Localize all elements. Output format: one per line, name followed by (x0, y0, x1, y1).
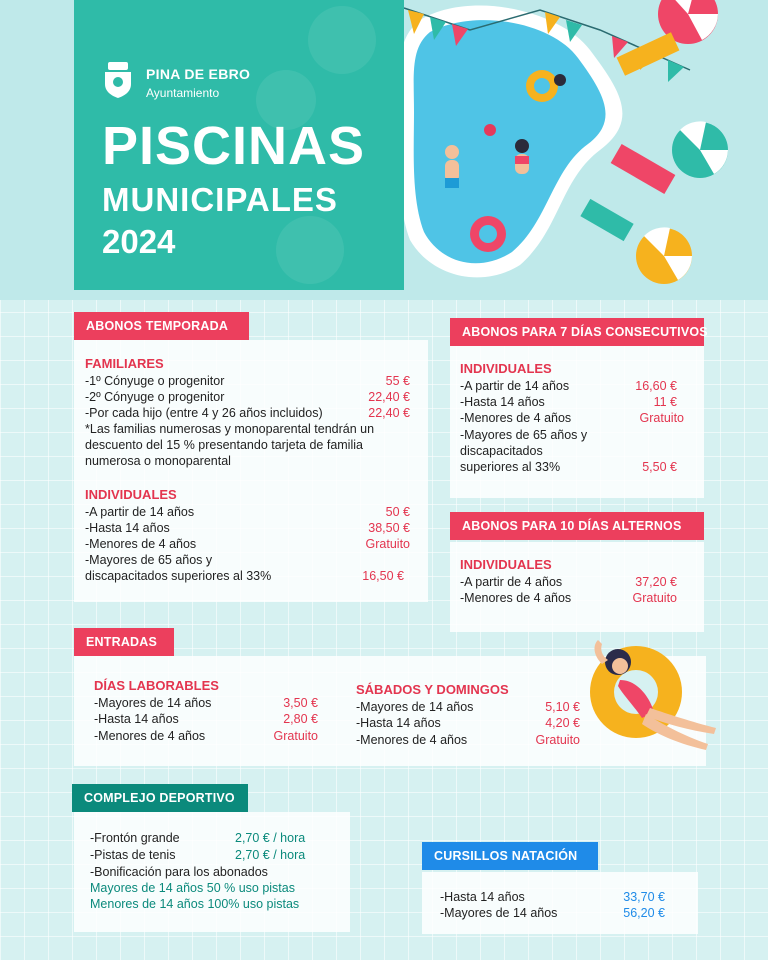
price-item: -Menores de 4 años (85, 537, 197, 551)
price-value: 5,10 € (545, 700, 580, 714)
towel-icon-2 (611, 144, 676, 194)
price-item: -Mayores de 14 años (440, 906, 558, 920)
price-item: -A partir de 14 años (460, 379, 570, 393)
price-value: 3,50 € (283, 696, 318, 710)
subsection-title: DÍAS LABORABLES (94, 678, 219, 693)
price-item: superiores al 33% (460, 460, 561, 474)
bonus-item: Menores de 14 años 100% uso pistas (90, 897, 300, 911)
subsection-title: INDIVIDUALES (460, 557, 552, 572)
subsection-title: SÁBADOS Y DOMINGOS (356, 682, 509, 697)
crest-icon (102, 62, 134, 98)
discount-note: descuento del 15 % presentando tarjeta de familia (85, 438, 363, 452)
price-value: 2,80 € (283, 712, 318, 726)
price-item: -1º Cónyuge o progenitor (85, 374, 225, 388)
price-item: -Mayores de 14 años (94, 696, 212, 710)
town-subtitle: Ayuntamiento (146, 86, 220, 100)
pool-water (414, 20, 606, 263)
price-item: -Mayores de 65 años y (460, 428, 588, 442)
price-value: Gratuito (273, 729, 318, 743)
bonus-item: Mayores de 14 años 50 % uso pistas (90, 881, 295, 895)
price-item: -A partir de 4 años (460, 575, 563, 589)
section-label-entradas: ENTRADAS (74, 628, 174, 656)
price-value: 22,40 € (368, 406, 410, 420)
price-value: Gratuito (365, 537, 410, 551)
price-item: -Hasta 14 años (85, 521, 170, 535)
subsection-title: FAMILIARES (85, 356, 164, 371)
price-item: -Por cada hijo (entre 4 y 26 años incluidos) (85, 406, 323, 420)
price-item: -Hasta 14 años (440, 890, 525, 904)
price-value: 5,50 € (642, 460, 677, 474)
page-title: PISCINAS (102, 116, 366, 176)
swimmer-icon-3 (554, 74, 566, 86)
price-value: 2,70 € / hora (235, 848, 306, 862)
price-value: 37,20 € (635, 575, 677, 589)
price-item: discapacitados (460, 444, 543, 458)
section-label-abonos-10: ABONOS PARA 10 DÍAS ALTERNOS (450, 512, 704, 540)
price-item: -A partir de 14 años (85, 505, 195, 519)
discount-note: *Las familias numerosas y monoparental tendrán un (85, 422, 375, 436)
price-item: -Mayores de 65 años y (85, 553, 213, 567)
price-value: 11 € (653, 395, 677, 409)
price-item: -Menores de 4 años (94, 729, 206, 743)
swimmer-icon-2 (515, 139, 529, 153)
price-item: -Frontón grande (90, 831, 180, 845)
price-item: -Hasta 14 años (356, 716, 441, 730)
price-value: 22,40 € (368, 390, 410, 404)
floating-woman-illustration (588, 636, 728, 760)
section-label-abonos-temporada: ABONOS TEMPORADA (74, 312, 249, 340)
bonus-title: -Bonificación para los abonados (90, 865, 268, 879)
discount-note: numerosa o monoparental (85, 454, 231, 468)
price-item: -Menores de 4 años (460, 411, 572, 425)
price-value: 16,60 € (635, 379, 677, 393)
price-item: -Hasta 14 años (460, 395, 545, 409)
price-value: 50 € (385, 505, 410, 519)
price-item: -Menores de 4 años (356, 733, 468, 747)
price-value: 56,20 € (623, 906, 665, 920)
price-item: -Menores de 4 años (460, 591, 572, 605)
price-value: 16,50 € (362, 569, 404, 583)
price-item: -Mayores de 14 años (356, 700, 474, 714)
price-value: 4,20 € (545, 716, 580, 730)
price-value: 33,70 € (623, 890, 665, 904)
price-value: Gratuito (639, 411, 684, 425)
price-value: Gratuito (632, 591, 677, 605)
swimmer-icon (445, 145, 459, 159)
price-value: 2,70 € / hora (235, 831, 306, 845)
subsection-title: INDIVIDUALES (85, 487, 177, 502)
price-item: -2º Cónyuge o progenitor (85, 390, 225, 404)
ball-icon (484, 124, 496, 136)
section-label-abonos-7: ABONOS PARA 7 DÍAS CONSECUTIVOS (450, 318, 704, 346)
subsection-title: INDIVIDUALES (460, 361, 552, 376)
price-value: 38,50 € (368, 521, 410, 535)
section-label-natacion: CURSILLOS NATACIÓN (422, 842, 598, 870)
price-value: Gratuito (535, 733, 580, 747)
towel-icon-3 (580, 199, 633, 241)
page-title-year: 2024 (102, 223, 176, 260)
price-value: 55 € (385, 374, 410, 388)
price-item: -Pistas de tenis (90, 848, 176, 862)
price-item: -Hasta 14 años (94, 712, 179, 726)
section-label-complejo: COMPLEJO DEPORTIVO (72, 784, 248, 812)
page-title-line2: MUNICIPALES (102, 181, 338, 218)
price-item: discapacitados superiores al 33% (85, 569, 272, 583)
town-name: PINA DE EBRO (146, 66, 251, 82)
